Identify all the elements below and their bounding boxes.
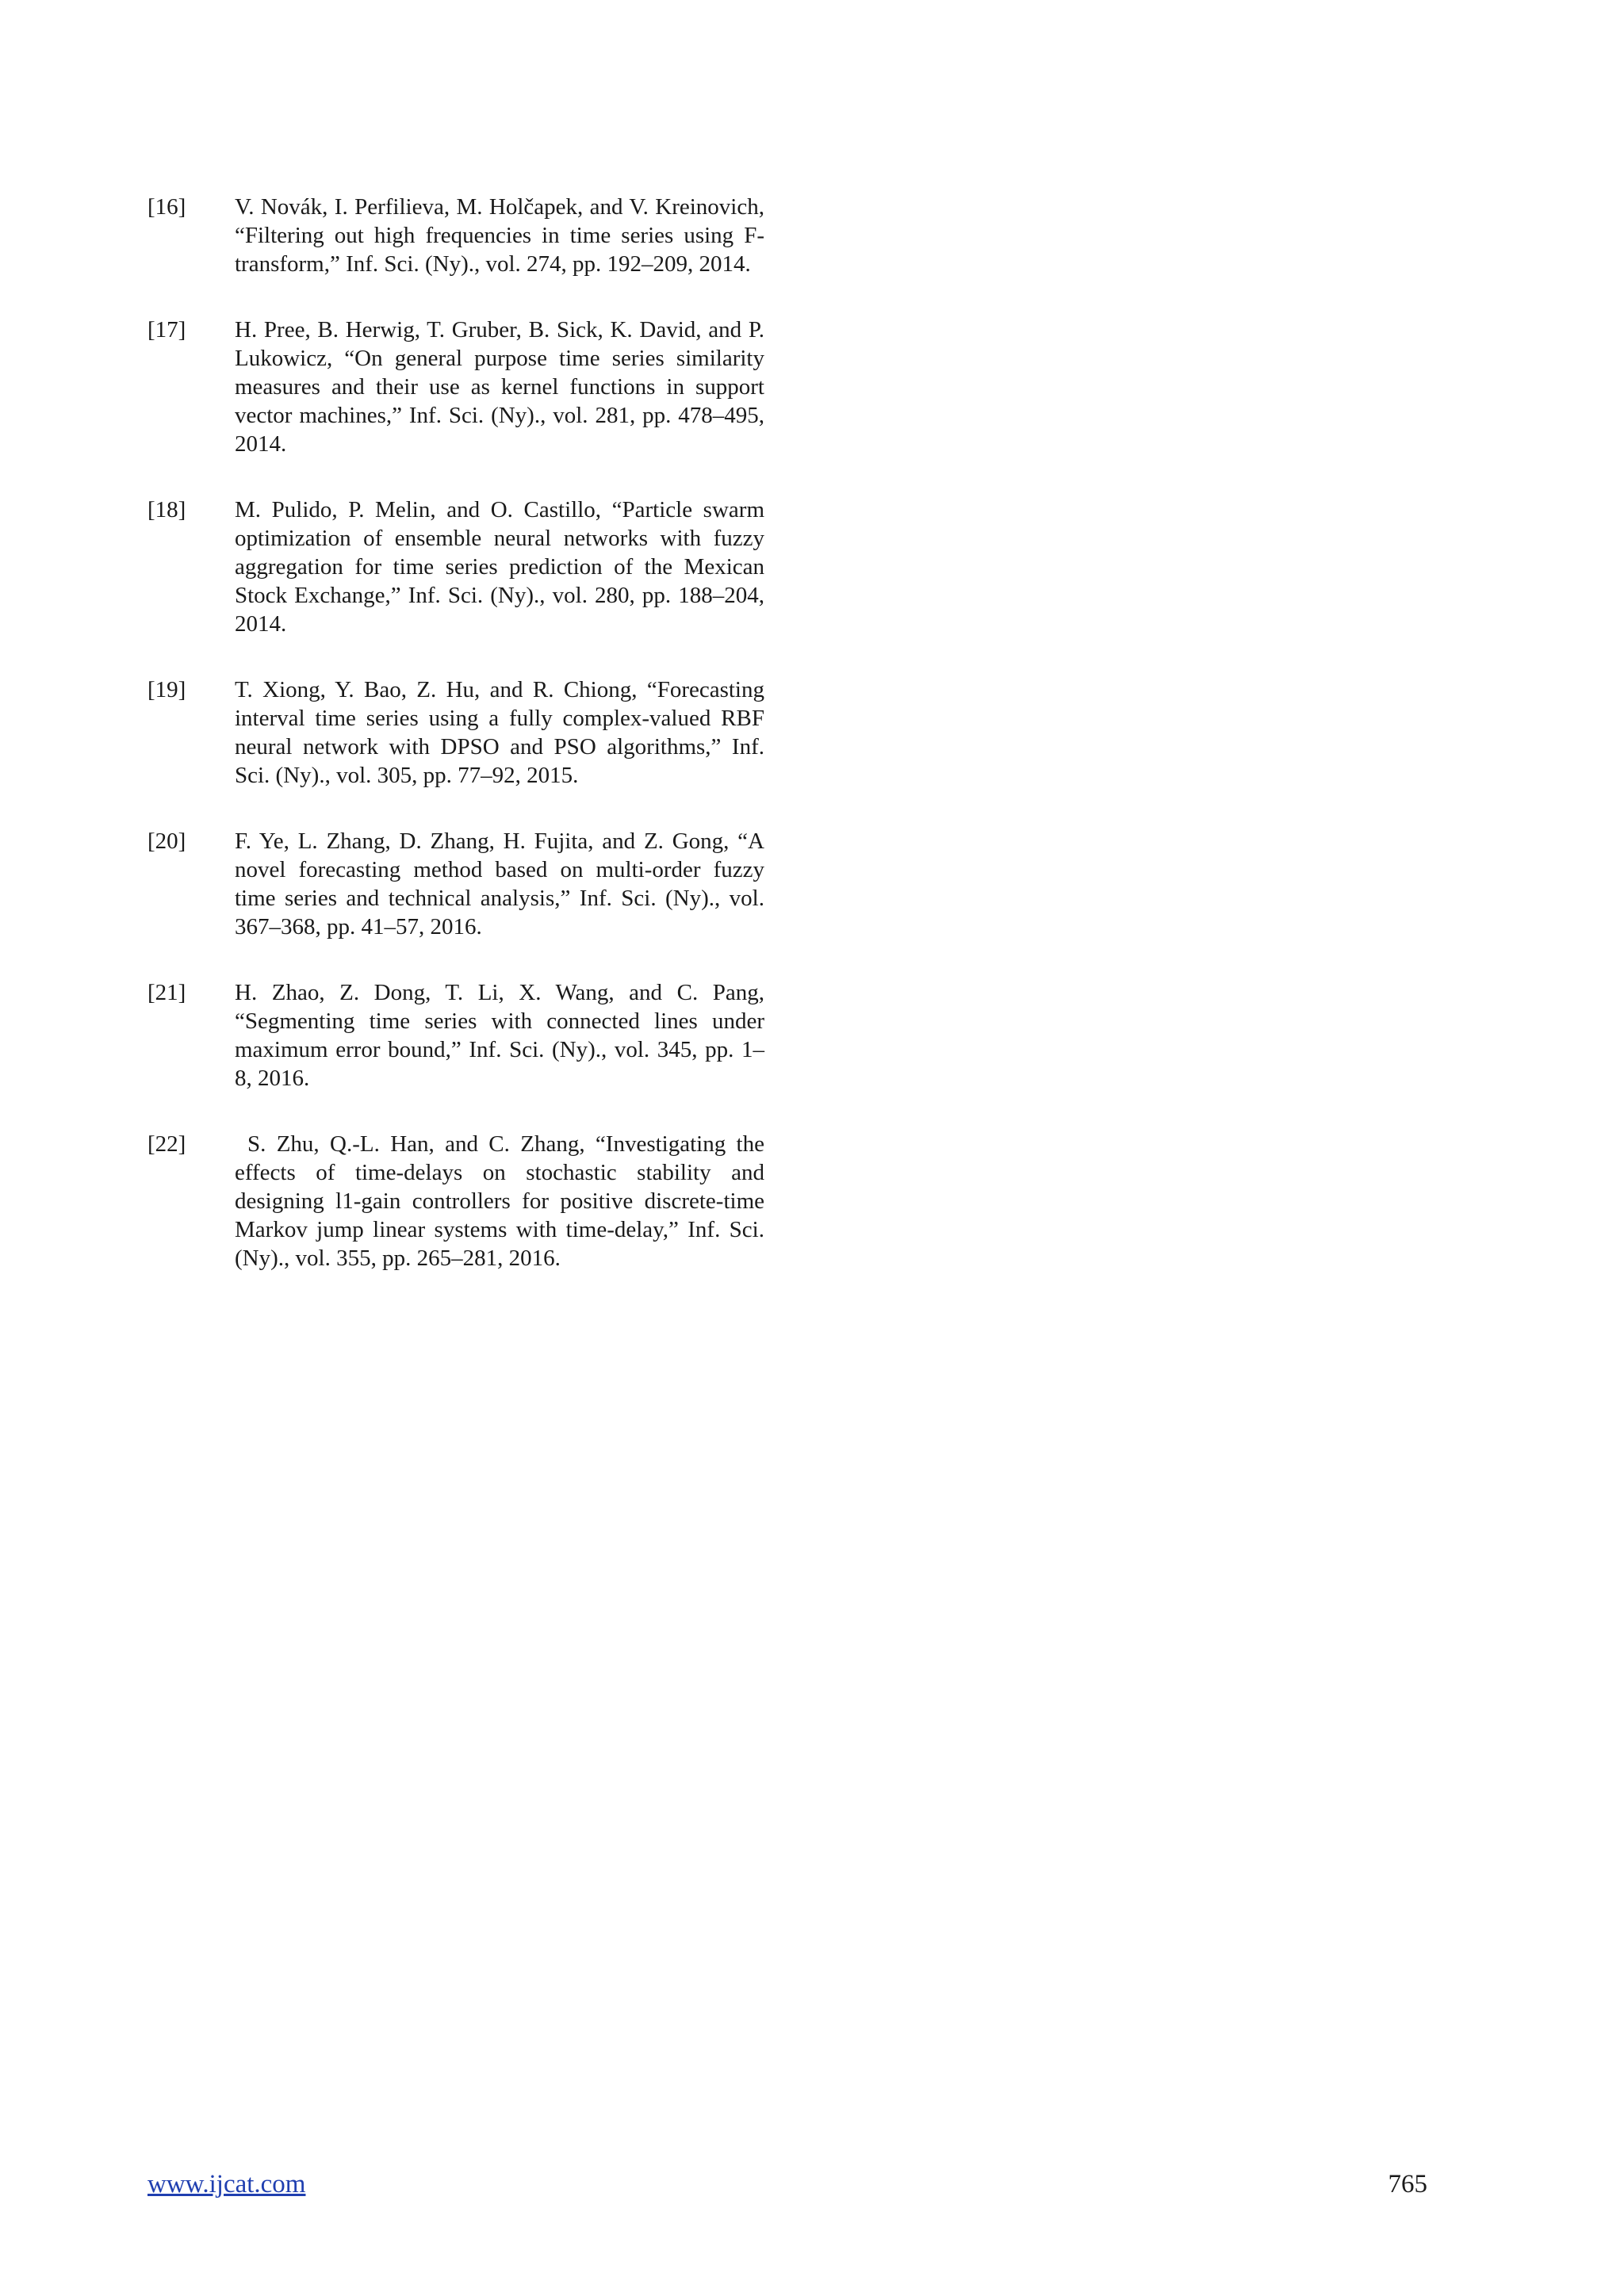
reference-list (147, 193, 764, 1310)
reference-number: [20] (147, 828, 186, 854)
reference-text: F. Ye, L. Zhang, D. Zhang, H. Fujita, and Z. Gong, “A novel forecasting method based on multi-order fuzzy time series and technical analysis,” Inf. Sci. (Ny)., vol. 367–368, pp. 41–57, 2016. (235, 828, 764, 939)
reference-text: S. Zhu, Q.-L. Han, and C. Zhang, “Investigating the effects of time-delays on stochastic stability and designing l1-gain controllers for positive discrete-time Markov jump linear systems with time-delay,” Inf. Sci. (Ny)., vol. 355, pp. 265–281, 2016. (235, 1131, 764, 1271)
reference-item (147, 827, 764, 941)
reference-item (147, 1130, 764, 1272)
reference-item (147, 496, 764, 638)
reference-text: H. Pree, B. Herwig, T. Gruber, B. Sick, K. David, and P. Lukowicz, “On general purpose time series similarity measures and their use as kernel functions in support vector machines,” Inf. Sci. (Ny)., vol. 281, pp. 478–495, 2014. (235, 317, 764, 457)
reference-text: H. Zhao, Z. Dong, T. Li, X. Wang, and C. Pang, “Segmenting time series with connected lines under maximum error bound,” Inf. Sci. (Ny)., vol. 345, pp. 1–8, 2016. (235, 980, 764, 1091)
page-number: 765 (1388, 2170, 1427, 2198)
website-link[interactable]: www.ijcat.com (147, 2170, 306, 2198)
reference-number: [18] (147, 497, 186, 522)
reference-number: [21] (147, 980, 186, 1005)
reference-item (147, 316, 764, 458)
reference-text: T. Xiong, Y. Bao, Z. Hu, and R. Chiong, “Forecasting interval time series using a fully complex-valued RBF neural network with DPSO and PSO algorithms,” Inf. Sci. (Ny)., vol. 305, pp. 77–92, 2015. (235, 677, 764, 788)
reference-item (147, 675, 764, 790)
reference-number: [16] (147, 194, 186, 220)
reference-item (147, 978, 764, 1093)
reference-number: [19] (147, 677, 186, 702)
reference-number: [17] (147, 317, 186, 342)
reference-item (147, 193, 764, 278)
reference-text: V. Novák, I. Perfilieva, M. Holčapek, and V. Kreinovich, “Filtering out high frequencies in time series using F-transform,” Inf. Sci. (Ny)., vol. 274, pp. 192–209, 2014. (235, 194, 764, 277)
reference-text: M. Pulido, P. Melin, and O. Castillo, “Particle swarm optimization of ensemble neural networks with fuzzy aggregation for time series prediction of the Mexican Stock Exchange,” Inf. Sci. (Ny)., vol. 280, pp. 188–204, 2014. (235, 497, 764, 637)
reference-number: [22] (147, 1131, 186, 1157)
